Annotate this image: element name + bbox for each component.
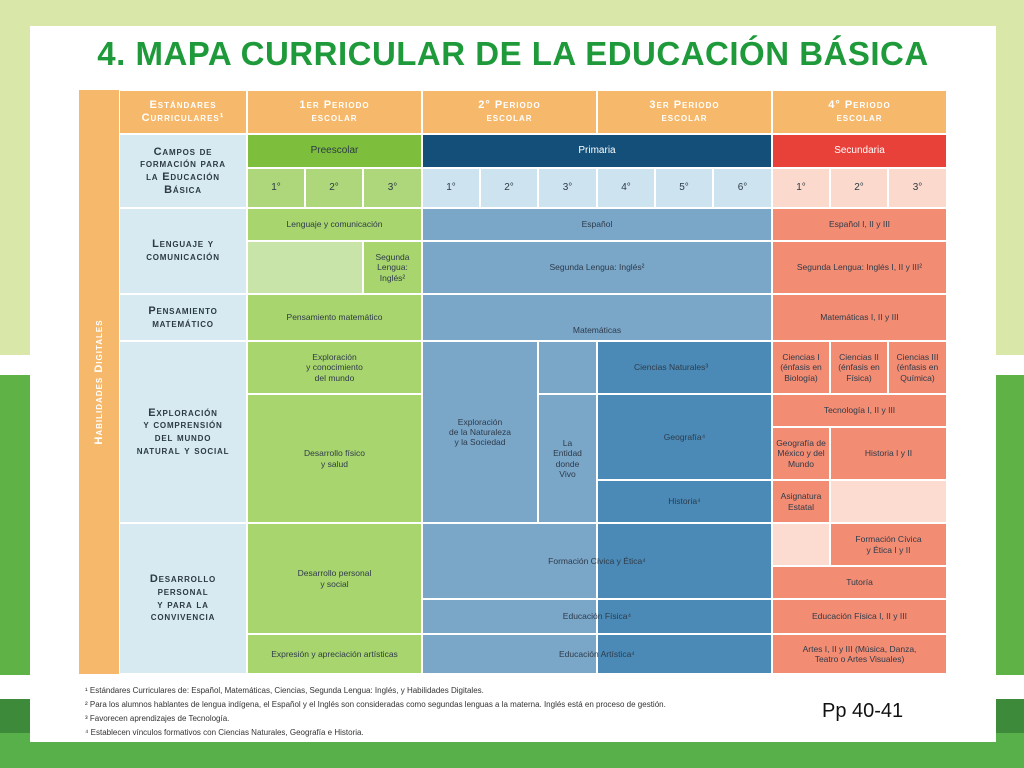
cell-pri-ciencias-left — [538, 341, 597, 394]
cell-pri-exploracion-naturaleza: Exploración de la Naturaleza y la Sociedad — [422, 341, 538, 523]
grade-pre-3: 3° — [363, 168, 422, 208]
grade-pre-2: 2° — [305, 168, 363, 208]
footnote-3: ³ Favorecen aprendizajes de Tecnología. — [85, 714, 230, 723]
level-secundaria: Secundaria — [772, 134, 947, 168]
cell-pri-matematicas: Matemáticas — [422, 294, 772, 341]
grade-pri-3: 3° — [538, 168, 597, 208]
slide-title: 4. MAPA CURRICULAR DE LA EDUCACIÓN BÁSICA — [97, 35, 929, 72]
cell-sec-ciencias-1: Ciencias I (énfasis en Biología) — [772, 341, 830, 394]
cell-pri-educacion-fisica: Educación Física⁴ — [562, 611, 632, 622]
grade-sec-3: 3° — [888, 168, 947, 208]
cell-pre-segunda-lengua: Segunda Lengua: Inglés² — [363, 241, 422, 294]
grade-sec-2: 2° — [830, 168, 888, 208]
cell-pri-geografia: Geografía⁴ — [597, 394, 772, 480]
grade-pri-5: 5° — [655, 168, 713, 208]
field-desarrollo: Desarrollo personal y para la convivencia — [119, 523, 247, 674]
cell-sec-ciencias-3: Ciencias III (énfasis en Química) — [888, 341, 947, 394]
period-3-header: 3er Periodo escolar — [597, 90, 772, 134]
cell-pri-espanol: Español — [422, 208, 772, 241]
period-4-header: 4° Periodo escolar — [772, 90, 947, 134]
cell-sec-ciencias-2: Ciencias II (énfasis en Física) — [830, 341, 888, 394]
cell-pri-historia: Historia⁴ — [597, 480, 772, 523]
grade-pri-4: 4° — [597, 168, 655, 208]
footnotes — [85, 684, 785, 740]
cell-pre-desarrollo-fisico: Desarrollo físico y salud — [247, 394, 422, 523]
footnote-4: ⁴ Establecen vínculos formativos con Ciencias Naturales, Geografía e Historia. — [85, 728, 364, 737]
cell-pri-formacion: Formación Cívica y Ética⁴ — [548, 555, 646, 566]
cell-sec-blank-1 — [830, 480, 947, 523]
cell-pri-entidad: La Entidad donde Vivo — [538, 394, 597, 523]
cell-pri-educacion-artistica: Educación Artística⁴ — [559, 648, 635, 659]
cell-sec-blank-2 — [772, 523, 830, 566]
cell-pre-lenguaje: Lenguaje y comunicación — [247, 208, 422, 241]
cell-sec-formacion: Formación Cívica y Ética I y II — [830, 523, 947, 566]
level-preescolar: Preescolar — [247, 134, 422, 168]
cell-sec-historia: Historia I y II — [830, 427, 947, 480]
cell-sec-segunda-lengua: Segunda Lengua: Inglés I, II y III² — [772, 241, 947, 294]
cell-pre-exploracion: Exploración y conocimiento del mundo — [247, 341, 422, 394]
grade-pre-1: 1° — [247, 168, 305, 208]
cell-sec-educacion-fisica: Educación Física I, II y III — [772, 599, 947, 634]
habilidades-digitales-label: Habilidades Digitales — [93, 319, 105, 445]
footnote-2: ² Para los alumnos hablantes de lengua indígena, el Español y el Inglés son consideradas como segundas lenguas a la materna. Inglés está en proceso de gestión. — [85, 700, 666, 709]
period-2-header: 2° Periodo escolar — [422, 90, 597, 134]
field-exploracion: Exploración y comprensión del mundo natural y social — [119, 341, 247, 523]
cell-pri-segunda-lengua: Segunda Lengua: Inglés² — [422, 241, 772, 294]
cell-pre-desarrollo-personal: Desarrollo personal y social — [247, 523, 422, 634]
cell-sec-tecnologia: Tecnología I, II y III — [772, 394, 947, 427]
cell-pre-expresion: Expresión y apreciación artísticas — [247, 634, 422, 674]
grade-sec-1: 1° — [772, 168, 830, 208]
footnote-1: ¹ Estándares Curriculares de: Español, Matemáticas, Ciencias, Segunda Lengua: Inglés, y Habilidades Digitales. — [85, 686, 484, 695]
cell-pre-blank — [247, 241, 363, 294]
habilidades-digitales-bar — [79, 90, 119, 674]
page-reference: Pp 40-41 — [822, 700, 904, 722]
field-lenguaje: Lenguaje y comunicación — [119, 208, 247, 294]
period-1-header: 1er Periodo escolar — [247, 90, 422, 134]
standards-header: Estándares Curriculares¹ — [119, 90, 247, 134]
cell-pri-ciencias-naturales: Ciencias Naturales³ — [597, 341, 772, 394]
cell-sec-matematicas: Matemáticas I, II y III — [772, 294, 947, 341]
cell-sec-artes: Artes I, II y III (Música, Danza, Teatro o Artes Visuales) — [772, 634, 947, 674]
level-primaria: Primaria — [422, 134, 772, 168]
cell-sec-tutoria: Tutoría — [772, 566, 947, 599]
cell-sec-espanol: Español I, II y III — [772, 208, 947, 241]
cell-sec-geografia: Geografía de México y del Mundo — [772, 427, 830, 480]
cell-pre-pensamiento: Pensamiento matemático — [247, 294, 422, 341]
field-pensamiento: Pensamiento matemático — [119, 294, 247, 341]
grade-pri-1: 1° — [422, 168, 480, 208]
grade-pri-6: 6° — [713, 168, 772, 208]
campos-formacion-label: Campos de formación para la Educación Básica — [119, 134, 247, 208]
grade-pri-2: 2° — [480, 168, 538, 208]
cell-sec-asignatura-estatal: Asignatura Estatal — [772, 480, 830, 523]
